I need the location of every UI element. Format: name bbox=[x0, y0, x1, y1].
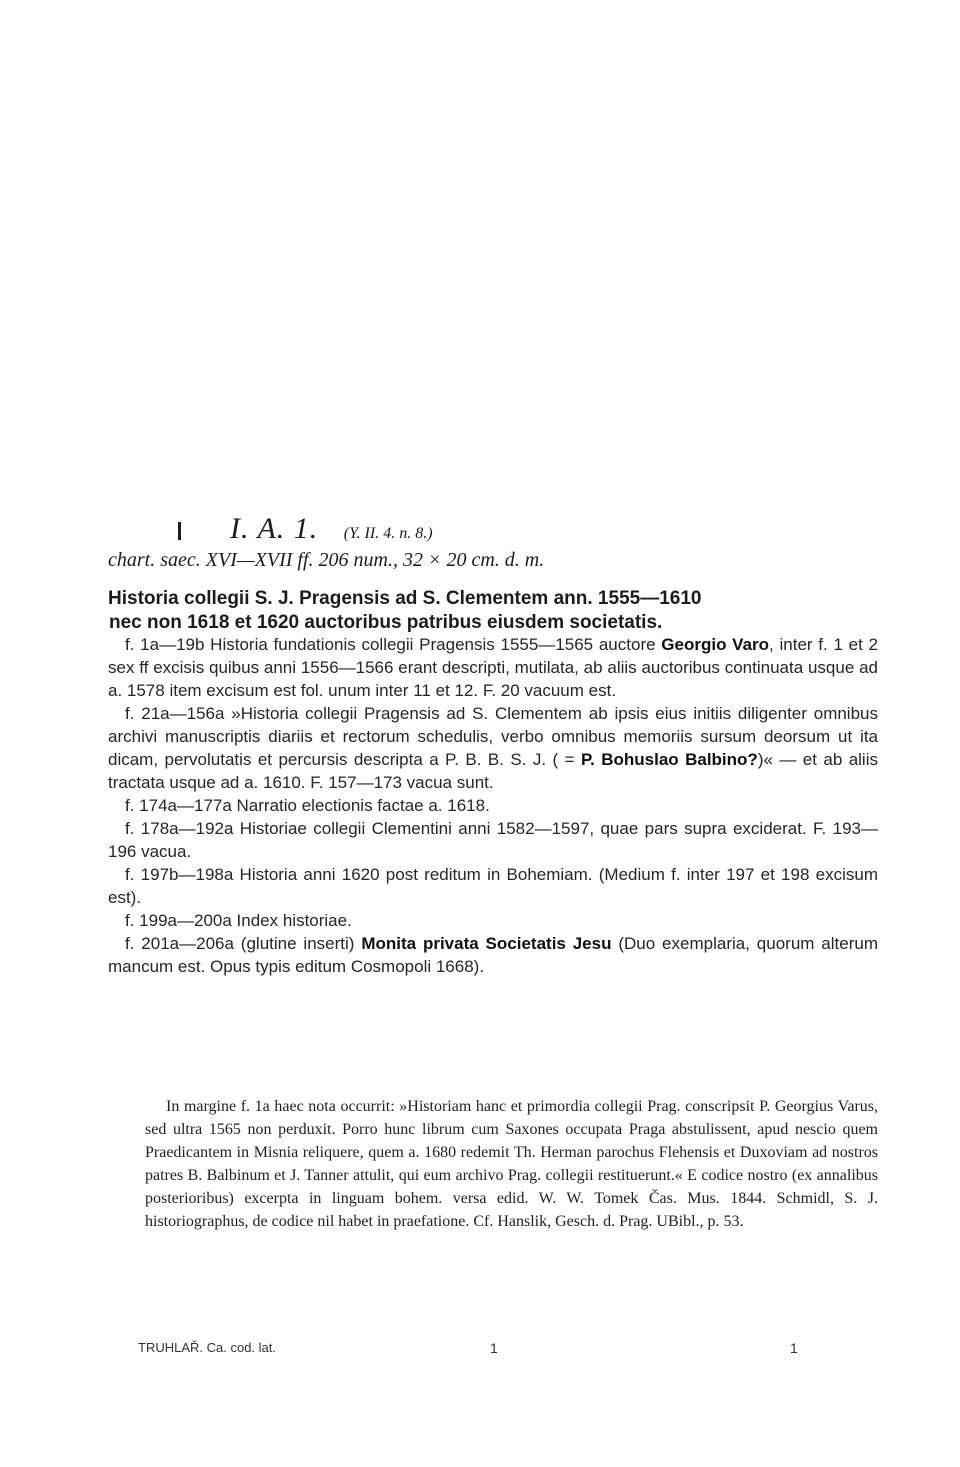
codex-title-line-2: nec non 1618 et 1620 auctoribus patribus eiusdem societatis. bbox=[109, 612, 663, 633]
shelfmark-line bbox=[230, 512, 730, 546]
contents-list bbox=[108, 633, 878, 978]
physical-description: chart. saec. XVI—XVII ff. 206 num., 32 × 20 cm. d. m. bbox=[108, 549, 545, 571]
old-signature: (Y. II. 4. n. 8.) bbox=[343, 525, 433, 542]
shelfmark: I. A. 1. bbox=[230, 512, 319, 545]
marginal-note bbox=[145, 1095, 878, 1233]
entry-text: )« — et ab aliis tractata usque ad a. 1610. F. 157—173 vacua sunt. bbox=[108, 750, 878, 792]
contents-entry-5 bbox=[108, 863, 878, 909]
entry-text: (Duo exemplaria, quorum alterum mancum est. Opus typis editum Cosmopoli 1668). bbox=[108, 934, 878, 976]
entry-text: f. 174a—177a Narratio electionis factae a. 1618. bbox=[125, 796, 490, 815]
entry-text: f. 21a—156a »Historia collegii Pragensis ad S. Clementem ab ipsis eius initiis diligenter omnibus archivi manuscriptis diariis et rectorum schedulis, verbo omnibus memoriis sursum deorsum ut ita dicam, pervolutatis et percursis descripta a P. B. B. S. J. ( = bbox=[108, 704, 878, 769]
contents-entry-3 bbox=[108, 794, 878, 817]
entry-title: Monita privata Societatis Jesu bbox=[361, 934, 612, 953]
entry-text: f. 197b—198a Historia anni 1620 post reditum in Bohemiam. (Medium f. inter 197 et 198 excisum est). bbox=[108, 865, 878, 907]
contents-entry-7 bbox=[108, 932, 878, 978]
sheet-number: 1 bbox=[490, 1340, 498, 1356]
entry-text: , inter f. 1 et 2 sex ff excisis quibus anni 1556—1566 erant descripti, mutilata, ab aliis auctoribus continuata usque ad a. 1578 item excisum est fol. unum inter 11 et 12. F. 20 vacuum est. bbox=[108, 635, 879, 700]
entry-text: f. 1a—19b Historia fundationis collegii Pragensis 1555—1565 auctore bbox=[125, 635, 662, 654]
contents-entry-1 bbox=[108, 633, 878, 702]
entry-text: f. 201a—206a (glutine inserti) bbox=[125, 934, 362, 953]
margin-mark bbox=[178, 522, 181, 540]
entry-text: f. 199a—200a Index historiae. bbox=[125, 911, 352, 930]
contents-entry-6 bbox=[108, 909, 878, 932]
entry-author: P. Bohuslao Balbino? bbox=[580, 750, 758, 769]
sheet-mark: 1 bbox=[790, 1340, 798, 1356]
entry-author: Georgio Varo bbox=[661, 635, 770, 654]
contents-entry-4 bbox=[108, 817, 878, 863]
running-title: TRUHLAŘ. Ca. cod. lat. bbox=[138, 1340, 276, 1355]
contents-entry-2 bbox=[108, 702, 878, 794]
marginal-note-text: In margine f. 1a haec nota occurrit: »Historiam hanc et primordia collegii Prag. conscripsit P. Georgius Varus, sed ultra 1565 non perduxit. Porro hunc librum cum Saxones occupata Praga abstulissent, apud nescio quem Praedicantem in Misnia reliquere, quem a. 1680 redemit Th. Herman parochus Flehensis et Duxoviam ad nostros patres B. Balbinum et J. Tanner attulit, qui eum archivo Prag. collegii restituerunt.« E codice nostro (ex annalibus posterioribus) excerpta in linguam bohem. versa edid. W. W. Tomek Čas. Mus. 1844. Schmidl, S. J. historiographus, de codice nil habet in praefatione. Cf. Hanslik, Gesch. d. Prag. UBibl., p. 53. bbox=[145, 1098, 878, 1230]
entry-text: f. 178a—192a Historiae collegii Clementini anni 1582—1597, quae pars supra exciderat. F. 193—196 vacua. bbox=[108, 819, 878, 861]
codex-title-line-1: Historia collegii S. J. Pragensis ad S. Clementem ann. 1555—1610 bbox=[108, 588, 702, 609]
codex-title bbox=[108, 587, 878, 635]
